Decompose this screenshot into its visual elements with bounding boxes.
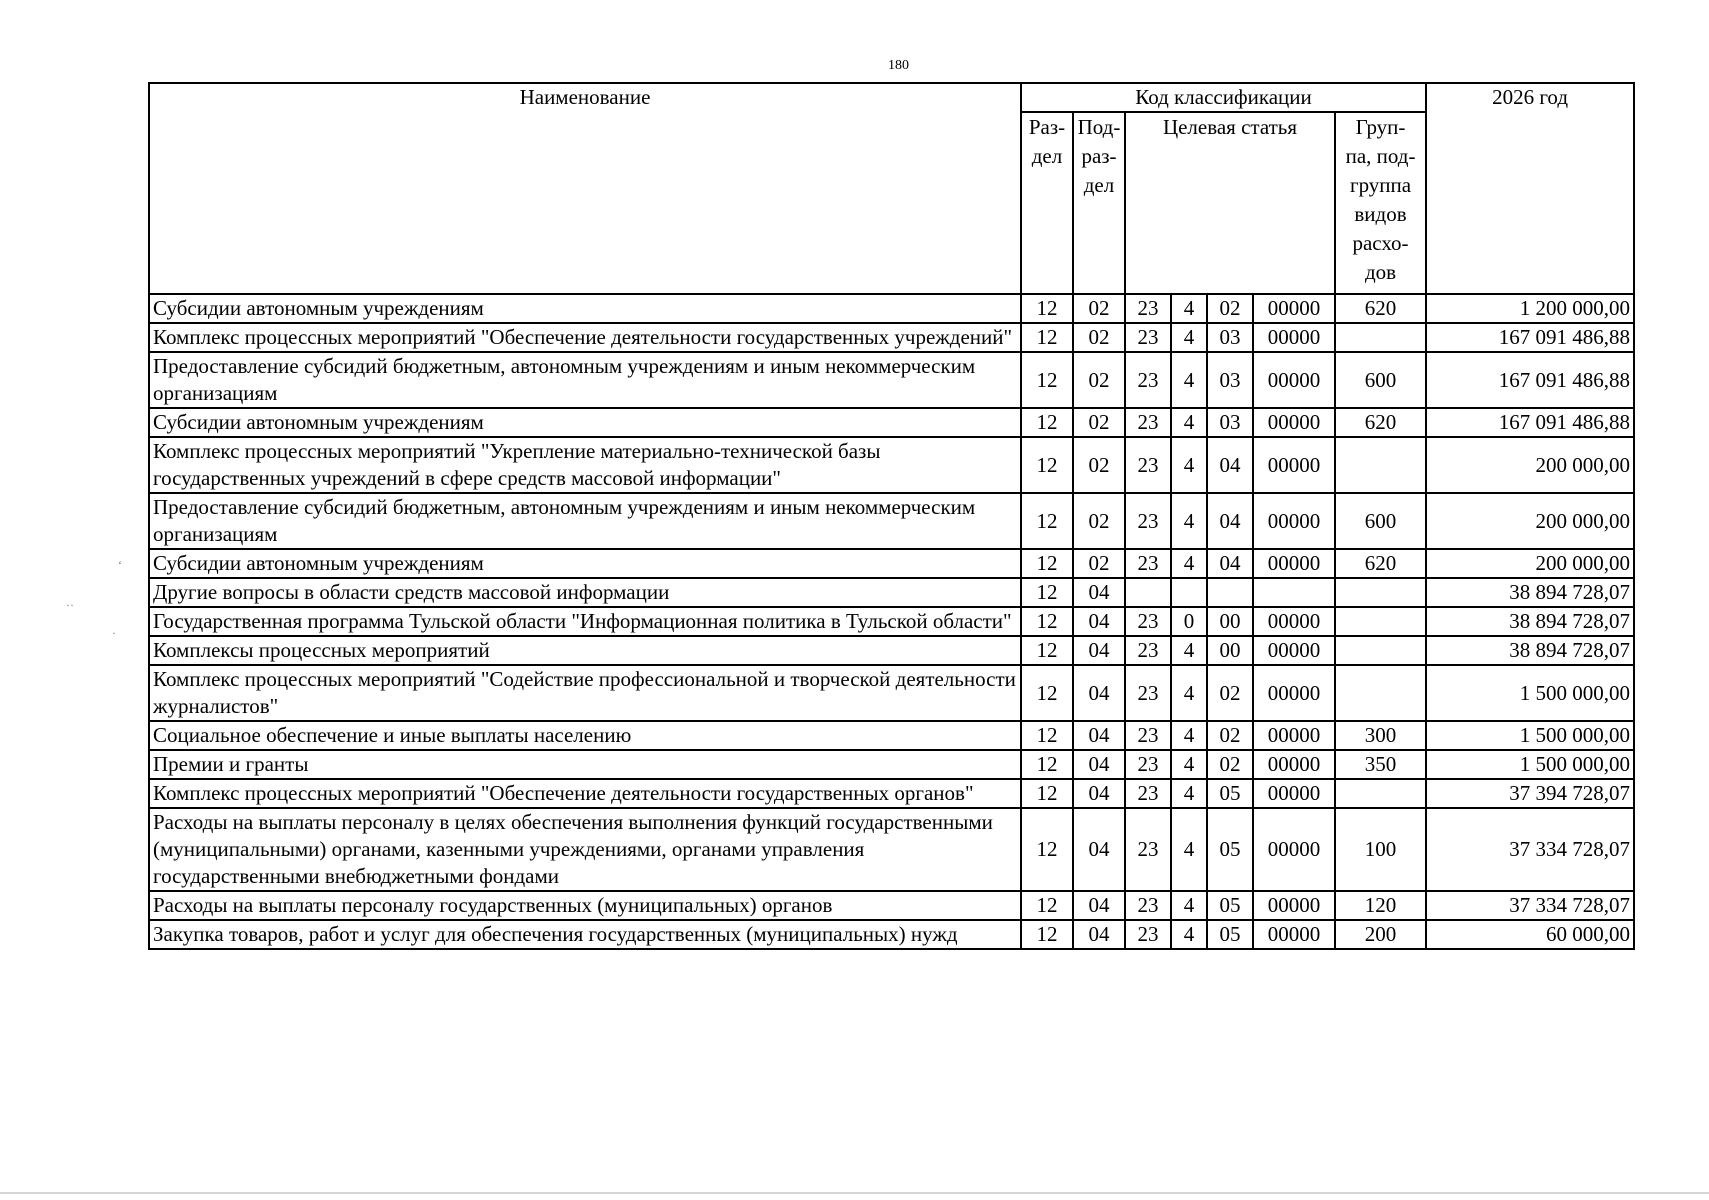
cell-amount: 1 200 000,00	[1426, 294, 1634, 323]
cell-subsection: 04	[1073, 920, 1125, 949]
header-group: Груп- па, под- группа видов расхо- дов	[1335, 112, 1426, 294]
cell-amount: 38 894 728,07	[1426, 607, 1634, 636]
cell-target-type: 4	[1171, 549, 1207, 578]
cell-target-type: 4	[1171, 665, 1207, 721]
cell-name: Субсидии автономным учреждениям	[149, 294, 1021, 323]
cell-subsection: 04	[1073, 750, 1125, 779]
cell-target-direction: 00000	[1253, 665, 1335, 721]
cell-target-subprogram: 04	[1207, 437, 1253, 493]
cell-amount: 37 394 728,07	[1426, 779, 1634, 808]
table-row	[149, 352, 1634, 408]
cell-target-program: 23	[1125, 549, 1171, 578]
cell-target-subprogram: 05	[1207, 779, 1253, 808]
header-year: 2026 год	[1426, 83, 1634, 294]
cell-target-type: 4	[1171, 721, 1207, 750]
cell-amount: 200 000,00	[1426, 437, 1634, 493]
header-target: Целевая статья	[1125, 112, 1335, 294]
cell-expense-group	[1335, 779, 1426, 808]
cell-section: 12	[1021, 437, 1073, 493]
cell-target-subprogram: 03	[1207, 323, 1253, 352]
cell-expense-group	[1335, 323, 1426, 352]
cell-expense-group: 300	[1335, 721, 1426, 750]
scan-mark: ʻ	[118, 558, 122, 572]
scan-mark: ··	[66, 598, 74, 612]
cell-target-direction: 00000	[1253, 294, 1335, 323]
cell-name: Субсидии автономным учреждениям	[149, 408, 1021, 437]
header-section: Раз- дел	[1021, 112, 1073, 294]
cell-target-subprogram: 02	[1207, 750, 1253, 779]
cell-target-direction: 00000	[1253, 636, 1335, 665]
cell-expense-group: 620	[1335, 294, 1426, 323]
cell-expense-group: 200	[1335, 920, 1426, 949]
cell-target-program: 23	[1125, 636, 1171, 665]
table-row	[149, 437, 1634, 493]
table-row	[149, 750, 1634, 779]
cell-target-subprogram: 03	[1207, 352, 1253, 408]
cell-target-subprogram: 05	[1207, 920, 1253, 949]
cell-name: Комплекс процессных мероприятий "Содействие профессиональной и творческой деятельности журналистов"	[149, 665, 1021, 721]
cell-name: Комплекс процессных мероприятий "Обеспечение деятельности государственных учреждений"	[149, 323, 1021, 352]
cell-target-type: 4	[1171, 779, 1207, 808]
table-row	[149, 891, 1634, 920]
cell-name: Государственная программа Тульской области "Информационная политика в Тульской области"	[149, 607, 1021, 636]
cell-target-direction: 00000	[1253, 607, 1335, 636]
cell-section: 12	[1021, 891, 1073, 920]
cell-target-program: 23	[1125, 779, 1171, 808]
table-row	[149, 607, 1634, 636]
cell-name: Комплекс процессных мероприятий "Укрепление материально-технической базы государственных учреждений в сфере средств массовой информации"	[149, 437, 1021, 493]
cell-subsection: 04	[1073, 607, 1125, 636]
table-row	[149, 808, 1634, 891]
table-row	[149, 493, 1634, 549]
cell-expense-group: 350	[1335, 750, 1426, 779]
cell-target-type: 4	[1171, 920, 1207, 949]
cell-target-type: 4	[1171, 891, 1207, 920]
cell-target-type: 4	[1171, 493, 1207, 549]
header-code: Код классификации	[1021, 83, 1426, 112]
cell-subsection: 04	[1073, 721, 1125, 750]
page-number: 180	[888, 58, 909, 73]
cell-name: Расходы на выплаты персоналу государственных (муниципальных) органов	[149, 891, 1021, 920]
cell-amount: 1 500 000,00	[1426, 750, 1634, 779]
cell-target-direction: 00000	[1253, 549, 1335, 578]
cell-amount: 200 000,00	[1426, 549, 1634, 578]
cell-section: 12	[1021, 323, 1073, 352]
cell-target-direction: 00000	[1253, 920, 1335, 949]
cell-target-direction: 00000	[1253, 750, 1335, 779]
cell-target-type: 4	[1171, 323, 1207, 352]
cell-target-program: 23	[1125, 750, 1171, 779]
cell-target-subprogram: 05	[1207, 891, 1253, 920]
cell-target-subprogram: 00	[1207, 607, 1253, 636]
cell-target-direction: 00000	[1253, 437, 1335, 493]
cell-target-type: 4	[1171, 352, 1207, 408]
cell-section: 12	[1021, 578, 1073, 607]
cell-subsection: 02	[1073, 352, 1125, 408]
scan-mark: ·	[112, 626, 116, 640]
cell-target-program: 23	[1125, 323, 1171, 352]
cell-target-type	[1171, 578, 1207, 607]
cell-expense-group	[1335, 607, 1426, 636]
cell-target-type: 4	[1171, 636, 1207, 665]
cell-subsection: 02	[1073, 437, 1125, 493]
table-row	[149, 779, 1634, 808]
cell-target-program: 23	[1125, 891, 1171, 920]
cell-section: 12	[1021, 665, 1073, 721]
cell-target-subprogram: 04	[1207, 493, 1253, 549]
table-row	[149, 578, 1634, 607]
cell-amount: 200 000,00	[1426, 493, 1634, 549]
cell-target-program: 23	[1125, 607, 1171, 636]
cell-name: Комплексы процессных мероприятий	[149, 636, 1021, 665]
cell-target-subprogram: 04	[1207, 549, 1253, 578]
cell-section: 12	[1021, 920, 1073, 949]
cell-target-subprogram	[1207, 578, 1253, 607]
table-row	[149, 323, 1634, 352]
cell-target-program: 23	[1125, 408, 1171, 437]
cell-expense-group	[1335, 636, 1426, 665]
cell-target-program: 23	[1125, 665, 1171, 721]
cell-amount: 167 091 486,88	[1426, 408, 1634, 437]
cell-target-program: 23	[1125, 808, 1171, 891]
cell-target-direction: 00000	[1253, 891, 1335, 920]
cell-amount: 60 000,00	[1426, 920, 1634, 949]
cell-target-type: 0	[1171, 607, 1207, 636]
cell-section: 12	[1021, 636, 1073, 665]
cell-target-subprogram: 02	[1207, 721, 1253, 750]
table-row	[149, 665, 1634, 721]
cell-expense-group	[1335, 437, 1426, 493]
cell-target-direction: 00000	[1253, 352, 1335, 408]
cell-amount: 37 334 728,07	[1426, 891, 1634, 920]
cell-target-direction: 00000	[1253, 408, 1335, 437]
cell-section: 12	[1021, 607, 1073, 636]
cell-target-program: 23	[1125, 294, 1171, 323]
cell-expense-group: 100	[1335, 808, 1426, 891]
cell-target-program: 23	[1125, 920, 1171, 949]
cell-target-subprogram: 02	[1207, 665, 1253, 721]
cell-expense-group: 120	[1335, 891, 1426, 920]
cell-amount: 38 894 728,07	[1426, 578, 1634, 607]
cell-section: 12	[1021, 549, 1073, 578]
cell-section: 12	[1021, 779, 1073, 808]
cell-target-direction	[1253, 578, 1335, 607]
cell-target-subprogram: 05	[1207, 808, 1253, 891]
cell-amount: 1 500 000,00	[1426, 665, 1634, 721]
table-row	[149, 636, 1634, 665]
cell-target-direction: 00000	[1253, 323, 1335, 352]
header-subsection: Под- раз- дел	[1073, 112, 1125, 294]
cell-name: Закупка товаров, работ и услуг для обеспечения государственных (муниципальных) нужд	[149, 920, 1021, 949]
cell-target-type: 4	[1171, 294, 1207, 323]
cell-name: Субсидии автономным учреждениям	[149, 549, 1021, 578]
cell-section: 12	[1021, 408, 1073, 437]
cell-amount: 167 091 486,88	[1426, 323, 1634, 352]
cell-amount: 167 091 486,88	[1426, 352, 1634, 408]
table-row	[149, 408, 1634, 437]
cell-expense-group: 600	[1335, 352, 1426, 408]
cell-target-subprogram: 03	[1207, 408, 1253, 437]
cell-name: Другие вопросы в области средств массовой информации	[149, 578, 1021, 607]
cell-subsection: 02	[1073, 493, 1125, 549]
table-row	[149, 294, 1634, 323]
cell-subsection: 02	[1073, 323, 1125, 352]
table-row	[149, 920, 1634, 949]
cell-subsection: 04	[1073, 808, 1125, 891]
cell-subsection: 04	[1073, 665, 1125, 721]
cell-amount: 38 894 728,07	[1426, 636, 1634, 665]
cell-target-direction: 00000	[1253, 779, 1335, 808]
cell-target-type: 4	[1171, 750, 1207, 779]
cell-expense-group: 620	[1335, 408, 1426, 437]
cell-subsection: 04	[1073, 578, 1125, 607]
header-name: Наименование	[149, 83, 1021, 294]
cell-section: 12	[1021, 352, 1073, 408]
cell-target-program: 23	[1125, 352, 1171, 408]
cell-expense-group	[1335, 578, 1426, 607]
cell-target-type: 4	[1171, 437, 1207, 493]
cell-subsection: 02	[1073, 408, 1125, 437]
cell-amount: 37 334 728,07	[1426, 808, 1634, 891]
header-row-top	[149, 83, 1634, 112]
cell-name: Предоставление субсидий бюджетным, автономным учреждениям и иным некоммерческим организациям	[149, 352, 1021, 408]
cell-subsection: 02	[1073, 549, 1125, 578]
cell-section: 12	[1021, 750, 1073, 779]
cell-subsection: 04	[1073, 636, 1125, 665]
cell-target-direction: 00000	[1253, 721, 1335, 750]
cell-target-type: 4	[1171, 808, 1207, 891]
cell-section: 12	[1021, 721, 1073, 750]
cell-amount: 1 500 000,00	[1426, 721, 1634, 750]
cell-expense-group: 620	[1335, 549, 1426, 578]
cell-name: Расходы на выплаты персоналу в целях обеспечения выполнения функций государственными (муниципальными) органами, казенными учреждениями, органами управления государственными внебюджетными фондами	[149, 808, 1021, 891]
cell-section: 12	[1021, 294, 1073, 323]
cell-target-program	[1125, 578, 1171, 607]
cell-expense-group: 600	[1335, 493, 1426, 549]
table-row	[149, 721, 1634, 750]
budget-table	[148, 82, 1635, 950]
cell-subsection: 02	[1073, 294, 1125, 323]
scan-edge	[0, 1192, 1709, 1194]
cell-target-subprogram: 00	[1207, 636, 1253, 665]
cell-target-direction: 00000	[1253, 493, 1335, 549]
cell-name: Комплекс процессных мероприятий "Обеспечение деятельности государственных органов"	[149, 779, 1021, 808]
cell-target-direction: 00000	[1253, 808, 1335, 891]
cell-target-subprogram: 02	[1207, 294, 1253, 323]
cell-target-program: 23	[1125, 721, 1171, 750]
cell-subsection: 04	[1073, 891, 1125, 920]
cell-expense-group	[1335, 665, 1426, 721]
cell-target-type: 4	[1171, 408, 1207, 437]
cell-section: 12	[1021, 808, 1073, 891]
cell-name: Социальное обеспечение и иные выплаты населению	[149, 721, 1021, 750]
cell-section: 12	[1021, 493, 1073, 549]
cell-subsection: 04	[1073, 779, 1125, 808]
table-row	[149, 549, 1634, 578]
cell-name: Предоставление субсидий бюджетным, автономным учреждениям и иным некоммерческим организациям	[149, 493, 1021, 549]
cell-name: Премии и гранты	[149, 750, 1021, 779]
cell-target-program: 23	[1125, 493, 1171, 549]
cell-target-program: 23	[1125, 437, 1171, 493]
